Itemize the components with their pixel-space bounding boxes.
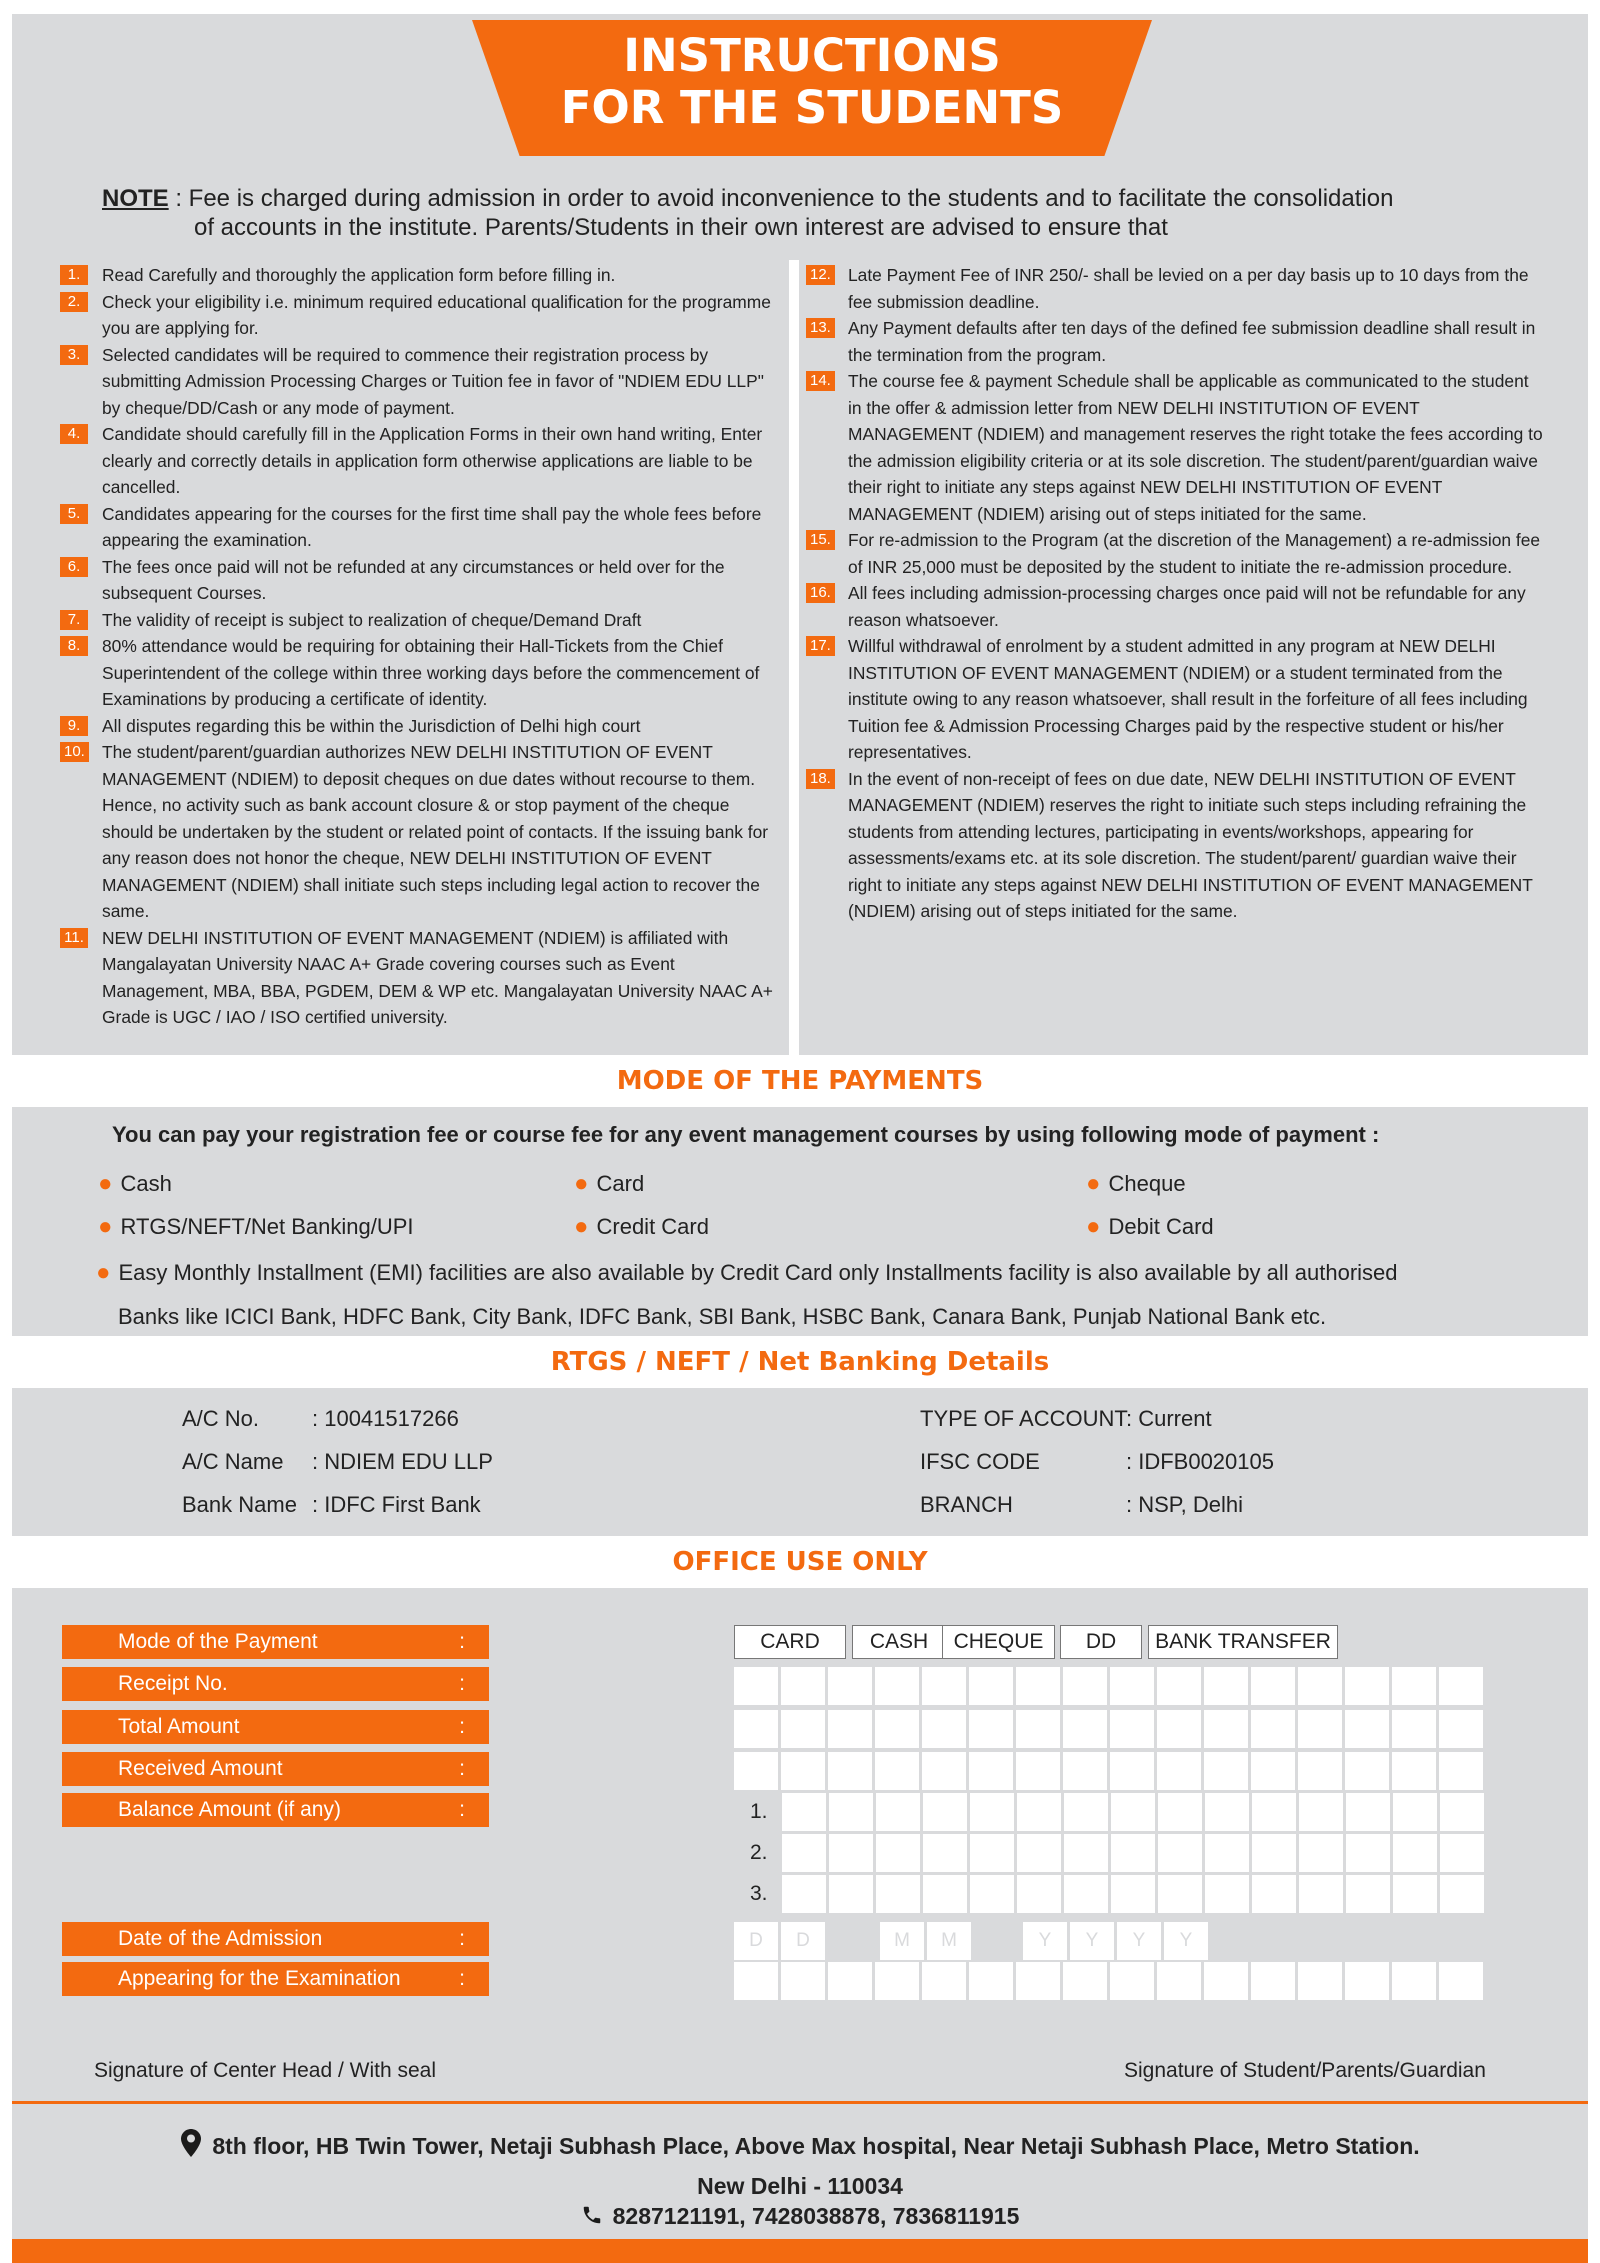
input-cell[interactable] [1345,1667,1389,1705]
input-cell[interactable] [782,1834,826,1872]
bullet-icon: ● [574,1213,589,1240]
bank-value: : IDFC First Bank [312,1492,481,1517]
input-cell[interactable] [970,1875,1014,1913]
bank-row-ifsc [920,1447,1274,1477]
payment-option-label: Card [596,1171,645,1196]
item-text: Late Payment Fee of INR 250/- shall be levied on a per day basis up to 10 days from the fee submission deadline. [848,265,1529,312]
input-cell[interactable] [1017,1834,1061,1872]
office-label-date [62,1922,489,1956]
input-cell[interactable] [1204,1752,1248,1790]
input-cell[interactable] [1205,1875,1249,1913]
payment-option [98,1212,414,1242]
input-cell[interactable] [1298,1752,1342,1790]
item-number: 17. [806,636,835,656]
input-cell[interactable] [1157,1667,1201,1705]
note-lead: NOTE [102,185,169,212]
item-text: Any Payment defaults after ten days of the defined fee submission deadline shall result in the termination from the program. [848,318,1536,365]
item-number: 14. [806,371,835,391]
office-label-colon: : [459,1798,465,1821]
bank-row-type [920,1404,1212,1434]
input-cell[interactable] [1204,1667,1248,1705]
input-cell[interactable] [1298,1710,1342,1748]
instruction-sheet [12,14,1588,2263]
input-cell[interactable] [922,1667,966,1705]
input-cell[interactable] [1299,1834,1343,1872]
input-cell[interactable] [1158,1834,1202,1872]
office-label-colon: : [459,1715,465,1738]
input-cell[interactable] [1392,1667,1436,1705]
input-cell[interactable] [1111,1834,1155,1872]
bank-value: : Current [1126,1406,1212,1431]
input-cell[interactable] [1251,1962,1295,2000]
input-cell[interactable] [922,1962,966,2000]
office-label-colon: : [459,1967,465,1990]
item-text: Read Carefully and thoroughly the application form before filling in. [102,265,616,285]
office-label-text: Date of the Admission [118,1927,323,1950]
input-cell[interactable] [828,1962,872,2000]
instruction-item [60,262,785,289]
input-cell[interactable] [1063,1710,1107,1748]
bank-heading: RTGS / NEFT / Net Banking Details [12,1336,1588,1388]
emi-line-2: Banks like ICICI Bank, HDFC Bank, City Bank, IDFC Bank, SBI Bank, HSBC Bank, Canara Bank, Punjab National Bank etc. [118,1304,1327,1329]
input-cell[interactable] [970,1834,1014,1872]
input-cell[interactable] [1299,1875,1343,1913]
mode-checkbox-bank-transfer[interactable]: BANK TRANSFER [1148,1625,1338,1659]
payments-heading: MODE OF THE PAYMENTS [12,1055,1588,1107]
item-number: 3. [60,345,88,365]
input-cell[interactable] [1346,1875,1390,1913]
office-label-text: Appearing for the Examination [118,1967,401,1990]
instruction-item [806,766,1546,925]
input-cell[interactable] [828,1710,872,1748]
input-cell[interactable] [1439,1962,1483,2000]
office-label-balance [62,1793,489,1827]
date-year-cell[interactable]: Y [1117,1922,1161,1960]
input-cell[interactable] [1251,1667,1295,1705]
date-day-cell[interactable]: D [734,1922,778,1960]
instruction-item [60,925,785,1031]
column-divider [789,260,799,1060]
item-text: All disputes regarding this be within the Jurisdiction of Delhi high court [102,715,641,736]
instruction-item [60,607,785,634]
emi-note [96,1251,1516,1339]
input-cell[interactable] [781,1710,825,1748]
input-cell[interactable] [923,1793,967,1831]
address-line-1-text: 8th floor, HB Twin Tower, Netaji Subhash Place, Above Max hospital, Near Netaji Subhash Place, Metro Station. [212,2133,1420,2160]
input-cell[interactable] [1393,1793,1437,1831]
item-number: 13. [806,318,835,338]
office-label-colon: : [459,1927,465,1950]
instruction-item [60,342,785,422]
input-cell[interactable] [1110,1667,1154,1705]
date-year-cell[interactable]: Y [1070,1922,1114,1960]
input-cell[interactable] [1017,1875,1061,1913]
input-cell[interactable] [922,1710,966,1748]
mode-checkbox-cheque[interactable]: CHEQUE [942,1625,1055,1659]
date-year-cell[interactable]: Y [1023,1922,1067,1960]
item-text: In the event of non-receipt of fees on due date, NEW DELHI INSTITUTION OF EVENT MANAGEMENT (NDIEM) reserves the right to initiate such steps including refraining the students from attending lectures, participating in events/workshops, appearing for assessments/exams etc. at its sole discretion. The student/parent/ guardian waive their right to initiate any steps against NEW DELHI INSTITUTION OF EVENT MANAGEMENT (NDIEM) arising out of steps initiated for the same. [848,768,1533,921]
footer-address [12,2128,1588,2204]
item-number: 9. [60,716,88,736]
input-cell[interactable] [1110,1710,1154,1748]
input-cell[interactable] [1064,1875,1108,1913]
input-cell[interactable] [1111,1793,1155,1831]
input-cell[interactable] [1439,1667,1483,1705]
balance-amount-field-3[interactable] [782,1875,1484,1913]
mode-checkbox-cash[interactable]: CASH [852,1625,946,1659]
input-cell[interactable] [828,1752,872,1790]
payments-intro: You can pay your registration fee or course fee for any event management courses by using following mode of payment : [112,1122,1380,1147]
input-cell[interactable] [781,1962,825,2000]
item-text: The validity of receipt is subject to realization of cheque/Demand Draft [102,609,642,630]
instructions-right-column [806,262,1546,925]
input-cell[interactable] [875,1752,919,1790]
input-cell[interactable] [1157,1962,1201,2000]
input-cell[interactable] [923,1834,967,1872]
input-cell[interactable] [1063,1752,1107,1790]
payment-option-label: RTGS/NEFT/Net Banking/UPI [120,1214,414,1239]
item-text: The fees once paid will not be refunded at any circumstances or held over for the subsequent Courses. [102,556,725,603]
input-cell[interactable] [782,1793,826,1831]
instruction-item [806,527,1546,580]
item-number: 2. [60,292,88,312]
instruction-item [60,633,785,713]
item-text: The student/parent/guardian authorizes NEW DELHI INSTITUTION OF EVENT MANAGEMENT (NDIEM) to deposit cheques on due dates without recourse to them. Hence, no activity such as bank account closure & or stop payment of the cheque should be undertaken by the student or related point of contacts. If the issuing bank for any reason does not honor the cheque, NEW DELHI INSTITUTION OF EVENT MANAGEMENT (NDIEM) shall initiate such steps including legal action to recover the same. [102,742,769,921]
input-cell[interactable] [829,1793,873,1831]
office-label-text: Received Amount [118,1757,283,1780]
item-number: 11. [60,928,88,948]
input-cell[interactable] [969,1667,1013,1705]
payment-option [1086,1169,1186,1199]
bank-label: Bank Name [182,1492,297,1517]
input-cell[interactable] [828,1667,872,1705]
footer-phones [12,2199,1588,2235]
instruction-item [60,554,785,607]
instruction-item [806,262,1546,315]
item-text: The course fee & payment Schedule shall be applicable as communicated to the student in the offer & admission letter from NEW DELHI INSTITUTION OF EVENT MANAGEMENT (NDIEM) and management reserves the right totake the fees according to the admission eligibility criteria or at its sole discretion. The student/parent/guardian waive their right to initiate any steps against NEW DELHI INSTITUTION OF EVENT MANAGEMENT (NDIEM) arising out of steps initiated for the same. [848,371,1543,524]
input-cell[interactable] [1064,1834,1108,1872]
input-cell[interactable] [1393,1834,1437,1872]
input-cell[interactable] [1017,1793,1061,1831]
input-cell[interactable] [1158,1793,1202,1831]
input-cell[interactable] [1205,1793,1249,1831]
note-paragraph [102,184,1502,242]
item-number: 10. [60,742,89,762]
input-cell[interactable] [970,1793,1014,1831]
address-line-2: New Delhi - 110034 [697,2173,903,2199]
balance-row-number: 3. [750,1882,768,1905]
input-cell[interactable] [1392,1710,1436,1748]
emi-line-1: Easy Monthly Installment (EMI) facilities are also available by Credit Card only Installments facility is also available by all authorised [118,1260,1398,1285]
examination-field[interactable] [734,1962,1483,2000]
page-title [472,30,1152,134]
balance-amount-field-1[interactable] [782,1793,1484,1831]
input-cell[interactable] [1205,1834,1249,1872]
input-cell[interactable] [1440,1834,1484,1872]
input-cell[interactable] [1016,1710,1060,1748]
bank-row-bank-name [182,1490,481,1520]
balance-amount-field-2[interactable] [782,1834,1484,1872]
input-cell[interactable] [1345,1752,1389,1790]
item-text: All fees including admission-processing charges once paid will not be refundable for any reason whatsoever. [848,583,1526,630]
total-amount-field[interactable] [734,1710,1483,1748]
input-cell[interactable] [1439,1752,1483,1790]
input-cell[interactable] [1392,1752,1436,1790]
input-cell[interactable] [829,1834,873,1872]
input-cell[interactable] [1204,1962,1248,2000]
input-cell[interactable] [1345,1962,1389,2000]
instruction-item [806,315,1546,368]
item-text: Candidate should carefully fill in the Application Forms in their own hand writing, Enter clearly and correctly details in application form otherwise applications are liable to be cancelled. [102,424,763,497]
payment-option [1086,1212,1214,1242]
title-line-2: FOR THE STUDENTS [560,81,1064,134]
instruction-item [60,713,785,740]
address-line-1 [12,2128,1588,2168]
phone-icon [581,2201,603,2235]
date-year-cell[interactable]: Y [1164,1922,1208,1960]
mode-checkbox-dd[interactable]: DD [1060,1625,1142,1659]
input-cell[interactable] [875,1667,919,1705]
bullet-icon: ● [1086,1213,1101,1240]
bank-value: : IDFB0020105 [1126,1449,1274,1474]
note-line-1: : Fee is charged during admission in order to avoid inconvenience to the students and to facilitate the consolidation [168,185,1394,212]
input-cell[interactable] [1204,1710,1248,1748]
input-cell[interactable] [1016,1667,1060,1705]
bank-value: : 10041517266 [312,1406,459,1431]
receipt-no-field[interactable] [734,1667,1483,1705]
office-label-received [62,1752,489,1786]
bank-value: : NDIEM EDU LLP [312,1449,493,1474]
instruction-item [806,368,1546,527]
input-cell[interactable] [876,1834,920,1872]
item-text: Candidates appearing for the courses for the first time shall pay the whole fees before appearing the examination. [102,503,762,550]
date-day-cell[interactable]: D [781,1922,825,1960]
payment-option-label: Cash [120,1171,172,1196]
title-line-1: INSTRUCTIONS [623,29,1001,82]
instruction-item [806,633,1546,766]
input-cell[interactable] [1111,1875,1155,1913]
input-cell[interactable] [1393,1875,1437,1913]
office-label-total [62,1710,489,1744]
payment-option-label: Debit Card [1108,1214,1214,1239]
input-cell[interactable] [781,1667,825,1705]
date-month-cell[interactable]: M [880,1922,924,1960]
bank-label: BRANCH [920,1492,1013,1517]
footer-bar [12,2239,1588,2263]
input-cell[interactable] [1251,1752,1295,1790]
office-label-colon: : [459,1757,465,1780]
input-cell[interactable] [1157,1752,1201,1790]
office-label-text: Receipt No. [118,1672,228,1695]
footer-divider [12,2101,1588,2104]
bullet-icon: ● [1086,1170,1101,1197]
input-cell[interactable] [1440,1793,1484,1831]
input-cell[interactable] [1016,1962,1060,2000]
input-cell[interactable] [969,1710,1013,1748]
bullet-icon: ● [96,1259,111,1286]
input-cell[interactable] [1298,1667,1342,1705]
bank-label: IFSC CODE [920,1449,1040,1474]
bank-label: A/C No. [182,1406,260,1431]
payment-option [574,1169,644,1199]
instruction-item [60,739,785,925]
item-number: 1. [60,265,88,285]
item-number: 5. [60,504,88,524]
item-number: 18. [806,769,835,789]
balance-row-number: 1. [750,1800,768,1823]
signature-student: Signature of Student/Parents/Guardian [1124,2059,1486,2082]
input-cell[interactable] [875,1962,919,2000]
bullet-icon: ● [98,1213,113,1240]
bank-row-ac-no [182,1404,459,1434]
instruction-item [60,501,785,554]
input-cell[interactable] [1252,1793,1296,1831]
item-text: Selected candidates will be required to commence their registration process by submitting Admission Processing Charges or Tuition fee in favor of "NDIEM EDU LLP" by cheque/DD/Cash or any mode of payment. [102,344,764,418]
office-label-colon: : [459,1630,465,1653]
item-number: 8. [60,636,88,656]
office-label-text: Balance Amount (if any) [118,1798,341,1821]
input-cell[interactable] [1439,1710,1483,1748]
input-cell[interactable] [923,1875,967,1913]
input-cell[interactable] [875,1710,919,1748]
bullet-icon: ● [574,1170,589,1197]
input-cell[interactable] [969,1752,1013,1790]
item-text: For re-admission to the Program (at the discretion of the Management) a re-admission fee of INR 25,000 must be deposited by the student to initiate the re-admission procedure. [848,530,1541,577]
input-cell[interactable] [1110,1962,1154,2000]
item-number: 15. [806,530,835,550]
payment-option-label: Credit Card [596,1214,709,1239]
bank-label: A/C Name [182,1449,284,1474]
office-label-colon: : [459,1672,465,1695]
input-cell[interactable] [734,1710,778,1748]
input-cell[interactable] [1064,1793,1108,1831]
input-cell[interactable] [1392,1962,1436,2000]
input-cell[interactable] [1345,1710,1389,1748]
bullet-icon: ● [98,1170,113,1197]
item-number: 4. [60,424,88,444]
phone-numbers: 8287121191, 7428038878, 7836811915 [612,2203,1020,2229]
input-cell[interactable] [922,1752,966,1790]
input-cell[interactable] [1251,1710,1295,1748]
item-text: Willful withdrawal of enrolment by a student admitted in any program at NEW DELHI INSTITUTION OF EVENT MANAGEMENT (NDIEM) or a student terminated from the institute owing to any reason whatsoever, shall result in the forfeiture of all fees including Tuition fee & Admission Processing Charges paid by the respective student or his/her representatives. [848,636,1528,762]
input-cell[interactable] [1440,1875,1484,1913]
instruction-item [806,580,1546,633]
office-label-text: Mode of the Payment [118,1630,318,1653]
input-cell[interactable] [1298,1962,1342,2000]
input-cell[interactable] [1158,1875,1202,1913]
bank-label: TYPE OF ACCOUNT [920,1406,1128,1431]
received-amount-field[interactable] [734,1752,1483,1790]
payment-option [574,1212,709,1242]
input-cell[interactable] [734,1962,778,2000]
date-month-cell[interactable]: M [927,1922,971,1960]
bank-row-branch [920,1490,1243,1520]
input-cell[interactable] [969,1962,1013,2000]
input-cell[interactable] [1252,1834,1296,1872]
input-cell[interactable] [876,1793,920,1831]
item-number: 6. [60,557,88,577]
input-cell[interactable] [1016,1752,1060,1790]
input-cell[interactable] [782,1875,826,1913]
payment-option [98,1169,172,1199]
balance-row-number: 2. [750,1841,768,1864]
item-number: 12. [806,265,835,285]
input-cell[interactable] [1346,1793,1390,1831]
input-cell[interactable] [1157,1710,1201,1748]
instruction-item [60,421,785,501]
input-cell[interactable] [1063,1962,1107,2000]
instruction-item [60,289,785,342]
location-pin-icon [180,2128,202,2168]
item-number: 7. [60,610,88,630]
item-text: NEW DELHI INSTITUTION OF EVENT MANAGEMENT (NDIEM) is affiliated with Mangalayatan University NAAC A+ Grade covering courses such as Event Management, MBA, BBA, PGDEM, DEM & WP etc. Mangalayatan University NAAC A+ Grade is UGC / IAO / ISO certified university. [102,927,773,1027]
input-cell[interactable] [1346,1834,1390,1872]
input-cell[interactable] [734,1667,778,1705]
office-label-mode [62,1625,489,1659]
note-line-2: of accounts in the institute. Parents/Students in their own interest are advised to ensure that [194,214,1168,241]
office-label-receipt [62,1667,489,1701]
item-text: 80% attendance would be requiring for obtaining their Hall-Tickets from the Chief Superintendent of the college within three working days before the commencement of Examinations by producing a certificate of identity. [102,636,760,709]
input-cell[interactable] [781,1752,825,1790]
input-cell[interactable] [829,1875,873,1913]
input-cell[interactable] [1299,1793,1343,1831]
input-cell[interactable] [1063,1667,1107,1705]
mode-checkbox-card[interactable]: CARD [734,1625,846,1659]
input-cell[interactable] [876,1875,920,1913]
input-cell[interactable] [1252,1875,1296,1913]
input-cell[interactable] [1110,1752,1154,1790]
signature-center-head: Signature of Center Head / With seal [94,2059,437,2082]
bank-row-ac-name [182,1447,493,1477]
office-label-exam [62,1962,489,1996]
item-number: 16. [806,583,835,603]
item-text: Check your eligibility i.e. minimum required educational qualification for the programme you are applying for. [102,291,771,338]
instructions-left-column [60,262,785,1031]
bank-value: : NSP, Delhi [1126,1492,1243,1517]
payment-option-label: Cheque [1108,1171,1186,1196]
office-label-text: Total Amount [118,1715,240,1738]
input-cell[interactable] [734,1752,778,1790]
office-heading: OFFICE USE ONLY [12,1536,1588,1588]
